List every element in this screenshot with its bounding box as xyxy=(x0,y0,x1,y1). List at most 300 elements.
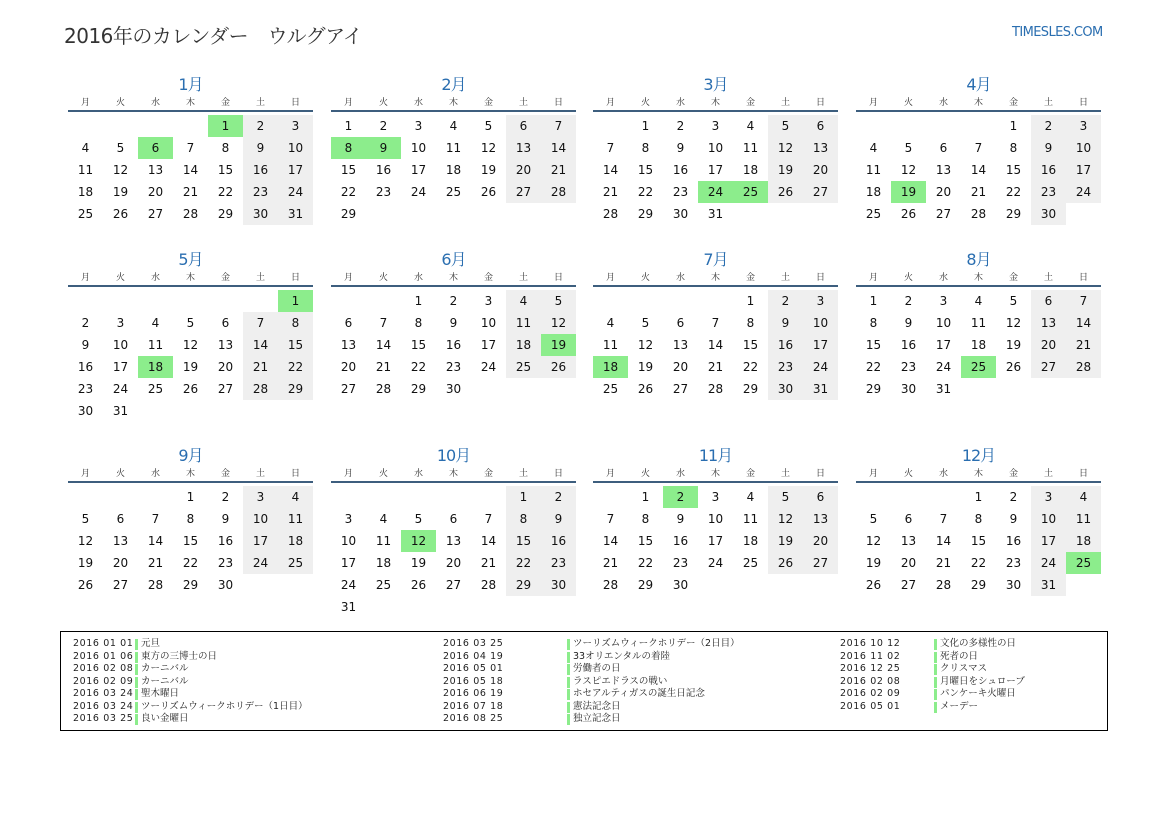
week-row xyxy=(331,115,576,137)
day-cell: 1 xyxy=(1009,119,1018,133)
day-cell: 11 xyxy=(865,163,882,177)
day-cell: 1 xyxy=(974,490,983,504)
day-cell: 3 xyxy=(116,316,125,330)
header-rule xyxy=(593,110,838,112)
weekday-label: 火 xyxy=(115,469,125,479)
day-cell: 29 xyxy=(182,578,199,592)
page-title: 2016年のカレンダー ウルグアイ xyxy=(64,24,363,48)
empty-cell xyxy=(856,486,891,508)
day-cell: 27 xyxy=(112,578,129,592)
week-row xyxy=(331,552,576,574)
week-row xyxy=(593,574,838,596)
holiday-date: 2016 04 19 xyxy=(443,650,504,662)
week-row xyxy=(68,312,313,334)
holiday-marker xyxy=(135,652,138,663)
empty-cell xyxy=(803,203,838,225)
day-cell: 30 xyxy=(77,404,94,418)
day-cell: 19 xyxy=(480,163,497,177)
holiday-name: 良い金曜日 xyxy=(141,713,189,724)
holiday-name: 独立記念日 xyxy=(573,713,621,724)
day-cell: 6 xyxy=(116,512,125,526)
empty-cell xyxy=(103,290,138,312)
day-cell: 30 xyxy=(1031,203,1066,225)
week-row xyxy=(856,312,1101,334)
weekday-label: 木 xyxy=(710,469,720,479)
weekday-label: 月 xyxy=(868,98,878,108)
month-name: 4月 xyxy=(966,75,991,94)
weekday-label: 木 xyxy=(973,98,983,108)
day-cell: 11 xyxy=(602,338,619,352)
day-cell: 15 xyxy=(865,338,882,352)
day-cell: 19 xyxy=(182,360,199,374)
day-cell: 10 xyxy=(935,316,952,330)
day-cell: 6 xyxy=(506,115,541,137)
day-cell: 5 xyxy=(541,290,576,312)
day-cell: 5 xyxy=(186,316,195,330)
day-cell: 31 xyxy=(1031,574,1066,596)
weekday-label: 土 xyxy=(518,469,528,479)
day-cell: 7 xyxy=(606,141,615,155)
week-row xyxy=(856,181,1101,203)
day-cell: 1 xyxy=(641,490,650,504)
empty-cell xyxy=(1066,378,1101,400)
day-cell: 14 xyxy=(602,534,619,548)
month-name: 3月 xyxy=(703,75,728,94)
day-cell: 19 xyxy=(112,185,129,199)
day-cell: 27 xyxy=(506,181,541,203)
day-cell: 20 xyxy=(217,360,234,374)
holiday-name: メーデー xyxy=(940,700,979,712)
month-name: 10月 xyxy=(436,446,471,465)
header-rule xyxy=(68,110,313,112)
weekday-label: 水 xyxy=(938,469,948,479)
day-cell: 14 xyxy=(935,534,952,548)
month-4 xyxy=(856,74,1101,225)
day-cell: 18 xyxy=(77,185,94,199)
day-cell: 6 xyxy=(138,137,173,159)
empty-cell xyxy=(401,486,436,508)
day-cell: 30 xyxy=(541,574,576,596)
day-cell: 4 xyxy=(1066,486,1101,508)
day-cell: 12 xyxy=(1005,316,1022,330)
day-cell: 27 xyxy=(147,207,164,221)
empty-cell xyxy=(138,290,173,312)
day-cell: 1 xyxy=(208,115,243,137)
holiday-date: 2016 05 01 xyxy=(443,663,504,674)
day-cell: 21 xyxy=(707,360,724,374)
day-cell: 21 xyxy=(935,556,952,570)
holiday-date: 2016 05 18 xyxy=(443,675,504,687)
day-cell: 5 xyxy=(116,141,125,155)
holiday-marker xyxy=(135,639,138,650)
day-cell: 3 xyxy=(803,290,838,312)
day-cell: 14 xyxy=(541,137,576,159)
day-cell: 22 xyxy=(410,360,427,374)
empty-cell xyxy=(541,203,576,225)
day-cell: 21 xyxy=(602,185,619,199)
holiday-marker xyxy=(934,652,937,663)
day-cell: 25 xyxy=(506,356,541,378)
day-cell: 12 xyxy=(541,312,576,334)
day-cell: 8 xyxy=(331,137,366,159)
weekday-label: 火 xyxy=(378,98,388,108)
holiday-marker xyxy=(934,702,937,713)
day-cell: 27 xyxy=(935,207,952,221)
day-cell: 16 xyxy=(672,163,689,177)
day-cell: 20 xyxy=(112,556,129,570)
day-cell: 11 xyxy=(147,338,164,352)
holiday-name: カーニバル xyxy=(141,663,189,674)
holiday-name: 憲法記念日 xyxy=(573,700,621,712)
empty-cell xyxy=(698,290,733,312)
day-cell: 12 xyxy=(112,163,129,177)
week-row xyxy=(331,378,576,400)
day-cell: 21 xyxy=(541,159,576,181)
day-cell: 24 xyxy=(803,356,838,378)
header-rule xyxy=(593,481,838,483)
empty-cell xyxy=(996,378,1031,400)
day-cell: 25 xyxy=(375,578,392,592)
day-cell: 24 xyxy=(480,360,497,374)
empty-cell xyxy=(1031,378,1066,400)
day-cell: 29 xyxy=(410,382,427,396)
day-cell: 22 xyxy=(182,556,199,570)
weekday-label: 日 xyxy=(553,98,563,108)
weekday-label: 火 xyxy=(115,273,125,283)
weekday-label: 木 xyxy=(710,273,720,283)
week-row xyxy=(593,378,838,400)
day-cell: 25 xyxy=(602,382,619,396)
week-row xyxy=(593,181,838,203)
day-cell: 12 xyxy=(865,534,882,548)
day-cell: 29 xyxy=(278,378,313,400)
holiday-marker xyxy=(567,677,570,688)
day-cell: 30 xyxy=(672,578,689,592)
month-name: 11月 xyxy=(698,446,733,465)
empty-cell xyxy=(1066,203,1101,225)
holiday-date: 2016 08 25 xyxy=(443,713,504,724)
weekday-label: 月 xyxy=(868,469,878,479)
day-cell: 22 xyxy=(637,185,654,199)
week-row xyxy=(331,159,576,181)
weekday-label: 水 xyxy=(675,469,685,479)
day-cell: 18 xyxy=(445,163,462,177)
weekday-label: 火 xyxy=(903,273,913,283)
weekday-label: 土 xyxy=(255,273,265,283)
empty-cell xyxy=(173,290,208,312)
day-cell: 22 xyxy=(278,356,313,378)
day-cell: 13 xyxy=(445,534,462,548)
empty-cell xyxy=(366,290,401,312)
day-cell: 5 xyxy=(1009,294,1018,308)
weekday-label: 月 xyxy=(605,469,615,479)
weekday-label: 月 xyxy=(80,469,90,479)
day-cell: 17 xyxy=(480,338,497,352)
day-cell: 15 xyxy=(182,534,199,548)
day-cell: 8 xyxy=(506,508,541,530)
weekday-label: 土 xyxy=(255,469,265,479)
empty-cell xyxy=(366,486,401,508)
weekday-label: 土 xyxy=(1043,469,1053,479)
day-cell: 11 xyxy=(970,316,987,330)
empty-cell xyxy=(593,486,628,508)
month-name: 8月 xyxy=(966,250,991,269)
empty-cell xyxy=(208,290,243,312)
month-name: 6月 xyxy=(441,250,466,269)
day-cell: 25 xyxy=(445,185,462,199)
day-cell: 13 xyxy=(147,163,164,177)
day-cell: 10 xyxy=(410,141,427,155)
day-cell: 20 xyxy=(803,530,838,552)
month-2 xyxy=(331,74,576,225)
day-cell: 20 xyxy=(672,360,689,374)
day-cell: 8 xyxy=(641,512,650,526)
day-cell: 1 xyxy=(344,119,353,133)
weekday-label: 月 xyxy=(80,273,90,283)
day-cell: 3 xyxy=(414,119,423,133)
day-cell: 16 xyxy=(1031,159,1066,181)
weekday-label: 火 xyxy=(903,469,913,479)
empty-cell xyxy=(138,115,173,137)
empty-cell xyxy=(138,400,173,422)
empty-cell xyxy=(768,574,803,596)
week-row xyxy=(856,552,1101,574)
month-6 xyxy=(331,249,576,400)
day-cell: 15 xyxy=(637,163,654,177)
day-cell: 24 xyxy=(340,578,357,592)
holiday-name: クリスマス xyxy=(940,663,988,674)
holiday-date: 2016 03 25 xyxy=(73,713,134,724)
day-cell: 13 xyxy=(672,338,689,352)
weekday-label: 日 xyxy=(553,469,563,479)
day-cell: 10 xyxy=(278,137,313,159)
empty-cell xyxy=(173,115,208,137)
empty-cell xyxy=(961,378,996,400)
week-row xyxy=(68,356,313,378)
day-cell: 10 xyxy=(1066,137,1101,159)
day-cell: 6 xyxy=(803,115,838,137)
day-cell: 15 xyxy=(970,534,987,548)
day-cell: 13 xyxy=(935,163,952,177)
week-row xyxy=(68,181,313,203)
day-cell: 27 xyxy=(340,382,357,396)
weekday-label: 金 xyxy=(745,273,755,283)
weekday-label: 日 xyxy=(1078,98,1088,108)
day-cell: 14 xyxy=(970,163,987,177)
day-cell: 4 xyxy=(81,141,90,155)
weekday-label: 木 xyxy=(448,98,458,108)
empty-cell xyxy=(366,203,401,225)
day-cell: 21 xyxy=(182,185,199,199)
weekday-label: 金 xyxy=(220,98,230,108)
day-cell: 12 xyxy=(480,141,497,155)
day-cell: 26 xyxy=(112,207,129,221)
day-cell: 30 xyxy=(243,203,278,225)
week-row xyxy=(331,181,576,203)
day-cell: 4 xyxy=(746,119,755,133)
site-link[interactable]: TIMESLES.COM xyxy=(1012,25,1103,40)
day-cell: 9 xyxy=(1009,512,1018,526)
header-rule xyxy=(856,110,1101,112)
day-cell: 5 xyxy=(484,119,493,133)
month-9 xyxy=(68,445,313,596)
day-cell: 5 xyxy=(768,115,803,137)
holiday-name: ツーリズムウィークホリデー（2日目） xyxy=(573,638,740,649)
day-cell: 11 xyxy=(742,141,759,155)
day-cell: 18 xyxy=(742,534,759,548)
day-cell: 11 xyxy=(77,163,94,177)
empty-cell xyxy=(891,115,926,137)
weekday-label: 土 xyxy=(780,273,790,283)
day-cell: 30 xyxy=(900,382,917,396)
holiday-marker xyxy=(567,652,570,663)
week-row xyxy=(68,530,313,552)
month-name: 5月 xyxy=(178,250,203,269)
week-row xyxy=(593,203,838,225)
day-cell: 16 xyxy=(768,334,803,356)
day-cell: 19 xyxy=(768,530,803,552)
week-row xyxy=(593,508,838,530)
day-cell: 7 xyxy=(186,141,195,155)
day-cell: 17 xyxy=(1031,530,1066,552)
day-cell: 26 xyxy=(541,356,576,378)
holiday-date: 2016 02 09 xyxy=(840,688,901,699)
day-cell: 27 xyxy=(900,578,917,592)
day-cell: 29 xyxy=(217,207,234,221)
day-cell: 2 xyxy=(676,119,685,133)
day-cell: 7 xyxy=(939,512,948,526)
day-cell: 19 xyxy=(77,556,94,570)
day-cell: 20 xyxy=(445,556,462,570)
day-cell: 20 xyxy=(340,360,357,374)
weekday-label: 月 xyxy=(343,273,353,283)
month-name: 1月 xyxy=(178,75,203,94)
day-cell: 9 xyxy=(221,512,230,526)
week-row xyxy=(856,137,1101,159)
day-cell: 12 xyxy=(637,338,654,352)
day-cell: 29 xyxy=(506,574,541,596)
day-cell: 9 xyxy=(243,137,278,159)
week-row xyxy=(856,574,1101,596)
weekday-label: 日 xyxy=(290,469,300,479)
empty-cell xyxy=(243,400,278,422)
weekday-label: 日 xyxy=(815,469,825,479)
day-cell: 17 xyxy=(803,334,838,356)
weekday-label: 日 xyxy=(290,273,300,283)
week-row xyxy=(331,312,576,334)
empty-cell xyxy=(243,290,278,312)
day-cell: 18 xyxy=(506,334,541,356)
day-cell: 18 xyxy=(375,556,392,570)
day-cell: 17 xyxy=(340,556,357,570)
day-cell: 1 xyxy=(746,294,755,308)
day-cell: 24 xyxy=(243,552,278,574)
week-row xyxy=(68,137,313,159)
day-cell: 21 xyxy=(602,556,619,570)
empty-cell xyxy=(541,596,576,618)
holiday-date: 2016 02 08 xyxy=(73,663,134,674)
day-cell: 17 xyxy=(278,159,313,181)
day-cell: 10 xyxy=(340,534,357,548)
week-row xyxy=(593,486,838,508)
holiday-marker xyxy=(934,664,937,675)
week-row xyxy=(331,596,576,618)
day-cell: 11 xyxy=(506,312,541,334)
day-cell: 4 xyxy=(151,316,160,330)
day-cell: 17 xyxy=(243,530,278,552)
holiday-date: 2016 03 24 xyxy=(73,688,134,699)
weekday-label: 水 xyxy=(413,469,423,479)
day-cell: 12 xyxy=(401,530,436,552)
day-cell: 15 xyxy=(742,338,759,352)
holiday-marker xyxy=(135,664,138,675)
day-cell: 7 xyxy=(541,115,576,137)
day-cell: 12 xyxy=(77,534,94,548)
weekday-label: 木 xyxy=(973,273,983,283)
week-row xyxy=(593,312,838,334)
day-cell: 16 xyxy=(217,534,234,548)
empty-cell xyxy=(68,486,103,508)
day-cell: 27 xyxy=(672,382,689,396)
day-cell: 9 xyxy=(449,316,458,330)
day-cell: 5 xyxy=(81,512,90,526)
month-10 xyxy=(331,445,576,618)
weekday-label: 土 xyxy=(780,469,790,479)
empty-cell xyxy=(278,574,313,596)
weekday-label: 金 xyxy=(1008,273,1018,283)
weekday-label: 木 xyxy=(448,469,458,479)
day-cell: 15 xyxy=(340,163,357,177)
month-11 xyxy=(593,445,838,596)
day-cell: 27 xyxy=(803,181,838,203)
holiday-name: 聖木曜日 xyxy=(141,688,180,699)
empty-cell xyxy=(891,486,926,508)
day-cell: 8 xyxy=(869,316,878,330)
day-cell: 2 xyxy=(1009,490,1018,504)
day-cell: 29 xyxy=(970,578,987,592)
weekday-label: 木 xyxy=(448,273,458,283)
day-cell: 11 xyxy=(445,141,462,155)
holiday-name: 死者の日 xyxy=(940,650,979,662)
day-cell: 19 xyxy=(865,556,882,570)
day-cell: 18 xyxy=(970,338,987,352)
day-cell: 14 xyxy=(147,534,164,548)
day-cell: 10 xyxy=(803,312,838,334)
empty-cell xyxy=(103,115,138,137)
day-cell: 23 xyxy=(768,356,803,378)
empty-cell xyxy=(436,203,471,225)
empty-cell xyxy=(506,378,541,400)
day-cell: 30 xyxy=(217,578,234,592)
week-row xyxy=(331,290,576,312)
month-name: 12月 xyxy=(961,446,996,465)
day-cell: 9 xyxy=(366,137,401,159)
day-cell: 7 xyxy=(711,316,720,330)
day-cell: 19 xyxy=(637,360,654,374)
month-8 xyxy=(856,249,1101,400)
empty-cell xyxy=(366,596,401,618)
day-cell: 22 xyxy=(217,185,234,199)
day-cell: 23 xyxy=(541,552,576,574)
day-cell: 16 xyxy=(541,530,576,552)
day-cell: 10 xyxy=(243,508,278,530)
weekday-label: 月 xyxy=(868,273,878,283)
week-row xyxy=(331,508,576,530)
week-row xyxy=(856,486,1101,508)
day-cell: 13 xyxy=(1031,312,1066,334)
week-row xyxy=(593,115,838,137)
day-cell: 2 xyxy=(243,115,278,137)
